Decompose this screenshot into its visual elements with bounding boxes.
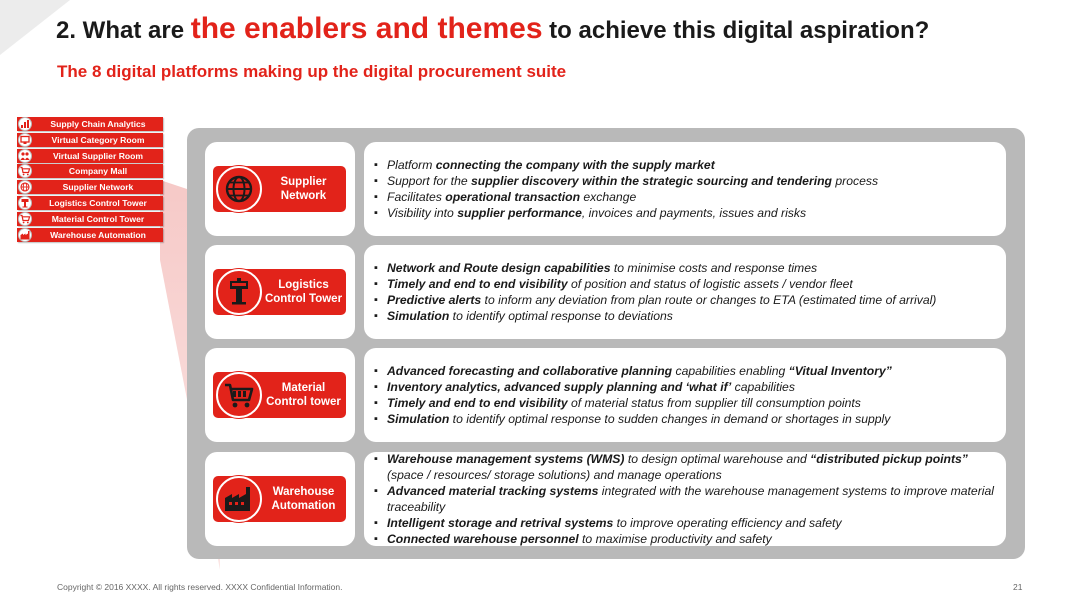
badge-logistics-control-tower[interactable] <box>213 269 346 315</box>
badge-label-line1: Supplier <box>280 176 327 188</box>
bullet-text: Support for the <box>387 174 472 188</box>
tile-material-control-tower <box>205 348 355 442</box>
bullet-bold: Timely and end to end visibility <box>387 396 568 410</box>
bullet-text: of position and status of logistic assets / vendor fleet <box>567 277 853 291</box>
bullet-text: Visibility into <box>387 206 458 220</box>
page-subtitle: The 8 digital platforms making up the digital procurement suite <box>57 62 567 81</box>
bullet-bold: Network and Route design capabilities <box>387 261 611 275</box>
menu-item-label: Supply Chain Analytics <box>50 119 146 129</box>
bullet-bold: Connected warehouse personnel <box>387 532 579 546</box>
badge-material-control-tower[interactable] <box>213 372 346 418</box>
title-post: to achieve this digital aspiration? <box>542 17 930 44</box>
menu-item-label: Supplier Network <box>62 182 134 193</box>
bullet-text: process <box>831 174 879 188</box>
bullet-item <box>374 379 892 395</box>
bullet-item <box>374 451 1006 483</box>
badge-label <box>263 372 344 418</box>
badge-label <box>263 476 344 522</box>
bullet-text: to identify optimal response to deviations <box>449 309 673 323</box>
bullet-item <box>374 483 1006 515</box>
bullet-text: exchange <box>580 190 637 204</box>
bullet-text: to minimise costs and response times <box>610 261 818 275</box>
bullet-text: (space / resources/ storage solutions) and manage operations <box>387 468 722 482</box>
bullet-bold: Inventory analytics, advanced supply planning and ‘what if’ <box>387 380 732 394</box>
badge-label-line1: Logistics <box>278 279 329 291</box>
bullet-bold: operational transaction <box>445 190 581 204</box>
menu-item-label: Material Control Tower <box>51 213 145 224</box>
bullet-item <box>374 308 936 324</box>
badge-supplier-network[interactable] <box>213 166 346 212</box>
platform-menu <box>17 117 163 243</box>
bullet-bold: Advanced material tracking systems <box>387 484 599 498</box>
tower-icon <box>216 269 262 315</box>
badge-label-line1: Material <box>281 382 326 394</box>
copyright-footer: Copyright © 2016 XXXX. All rights reserved. XXXX Confidential Information. <box>57 582 343 592</box>
badge-warehouse-automation[interactable] <box>213 476 346 522</box>
menu-item-company-mall[interactable] <box>17 164 163 178</box>
globe-icon <box>216 166 262 212</box>
badge-label-line2: Control Tower <box>264 293 343 305</box>
bullet-bold: connecting the company with the supply market <box>435 158 715 172</box>
badge-label-line2: Control tower <box>266 396 341 408</box>
bullet-bold: “distributed pickup points” <box>810 452 968 466</box>
cart-icon <box>216 372 262 418</box>
menu-item-label: Virtual Supplier Room <box>52 150 144 161</box>
badge-label <box>263 269 344 315</box>
bullet-item <box>374 363 892 379</box>
menu-item-logistics-control-tower[interactable] <box>17 196 163 210</box>
bullet-text: Platform <box>387 158 436 172</box>
bullet-text: Facilitates <box>387 190 446 204</box>
bullet-item <box>374 189 878 205</box>
bullet-bold: Warehouse management systems (WMS) <box>387 452 625 466</box>
menu-item-label: Virtual Category Room <box>51 134 145 145</box>
bullet-item <box>374 157 878 173</box>
bullet-item <box>374 173 878 189</box>
tile-warehouse-automation <box>205 452 355 546</box>
bullet-bold: supplier performance <box>457 206 582 220</box>
bar-chart-icon <box>18 117 32 131</box>
bullet-bold: supplier discovery within the strategic sourcing and tendering <box>471 174 832 188</box>
title-pre: 2. What are <box>56 17 191 44</box>
bullet-text: capabilities <box>731 380 795 394</box>
menu-item-label: Warehouse Automation <box>50 229 146 240</box>
bullet-item <box>374 411 892 427</box>
globe-icon <box>18 180 32 194</box>
bullet-item <box>374 205 878 221</box>
page-number: 21 <box>1013 582 1023 592</box>
menu-item-material-control-tower[interactable] <box>17 212 163 226</box>
menu-item-warehouse-automation[interactable] <box>17 228 163 242</box>
bullet-text: to identify optimal response to sudden changes in demand or shortages in supply <box>449 412 891 426</box>
bullet-text: to design optimal warehouse and <box>624 452 811 466</box>
menu-item-label: Company Mall <box>68 166 128 177</box>
factory-icon <box>18 228 32 242</box>
bullet-bold: Predictive alerts <box>387 293 482 307</box>
desc-supplier-network <box>364 142 1006 236</box>
bullet-text: , invoices and payments, issues and risks <box>581 206 807 220</box>
tile-supplier-network <box>205 142 355 236</box>
cart-icon <box>18 212 32 226</box>
bullet-text: capabilities enabling <box>672 364 789 378</box>
desc-warehouse-automation <box>364 452 1006 546</box>
bullet-bold: Advanced forecasting and collaborative planning <box>387 364 673 378</box>
bullet-bold: Intelligent storage and retrival systems <box>387 516 614 530</box>
bullet-item <box>374 395 892 411</box>
bullet-item <box>374 260 936 276</box>
bullet-text: integrated with the warehouse management systems to improve material traceability <box>387 484 994 514</box>
title-highlight: the enablers and themes <box>190 12 543 45</box>
badge-label-line2: Network <box>280 190 327 202</box>
bullet-item <box>374 276 936 292</box>
desc-material-control-tower <box>364 348 1006 442</box>
tower-icon <box>18 196 32 210</box>
menu-item-supplier-network[interactable] <box>17 180 163 194</box>
bullet-item <box>374 515 1006 531</box>
page-title <box>56 12 929 46</box>
tile-logistics-control-tower <box>205 245 355 339</box>
bullet-text: of material status from supplier till consumption points <box>567 396 861 410</box>
menu-item-virtual-supplier-room[interactable] <box>17 149 163 163</box>
bullet-text: to improve operating efficiency and safety <box>613 516 842 530</box>
cart-icon <box>18 164 32 178</box>
menu-item-label: Logistics Control Tower <box>49 197 147 208</box>
bullet-bold: “Vitual Inventory” <box>788 364 892 378</box>
bullet-text: to maximise productivity and safety <box>578 532 772 546</box>
bullet-bold: Timely and end to end visibility <box>387 277 568 291</box>
bullet-bold: Simulation <box>387 309 450 323</box>
badge-label-line1: Warehouse <box>272 486 335 498</box>
badge-label-line2: Automation <box>271 500 336 512</box>
menu-item-virtual-category-room[interactable] <box>17 133 163 147</box>
desc-logistics-control-tower <box>364 245 1006 339</box>
monitor-icon <box>18 133 32 147</box>
factory-icon <box>216 476 262 522</box>
bullet-bold: Simulation <box>387 412 450 426</box>
bullet-item <box>374 292 936 308</box>
bullet-text: to inform any deviation from plan route or changes to ETA (estimated time of arrival) <box>481 293 937 307</box>
menu-item-supply-chain-analytics[interactable] <box>17 117 163 131</box>
bullet-item <box>374 531 1006 547</box>
people-icon <box>18 149 32 163</box>
badge-label <box>263 166 344 212</box>
